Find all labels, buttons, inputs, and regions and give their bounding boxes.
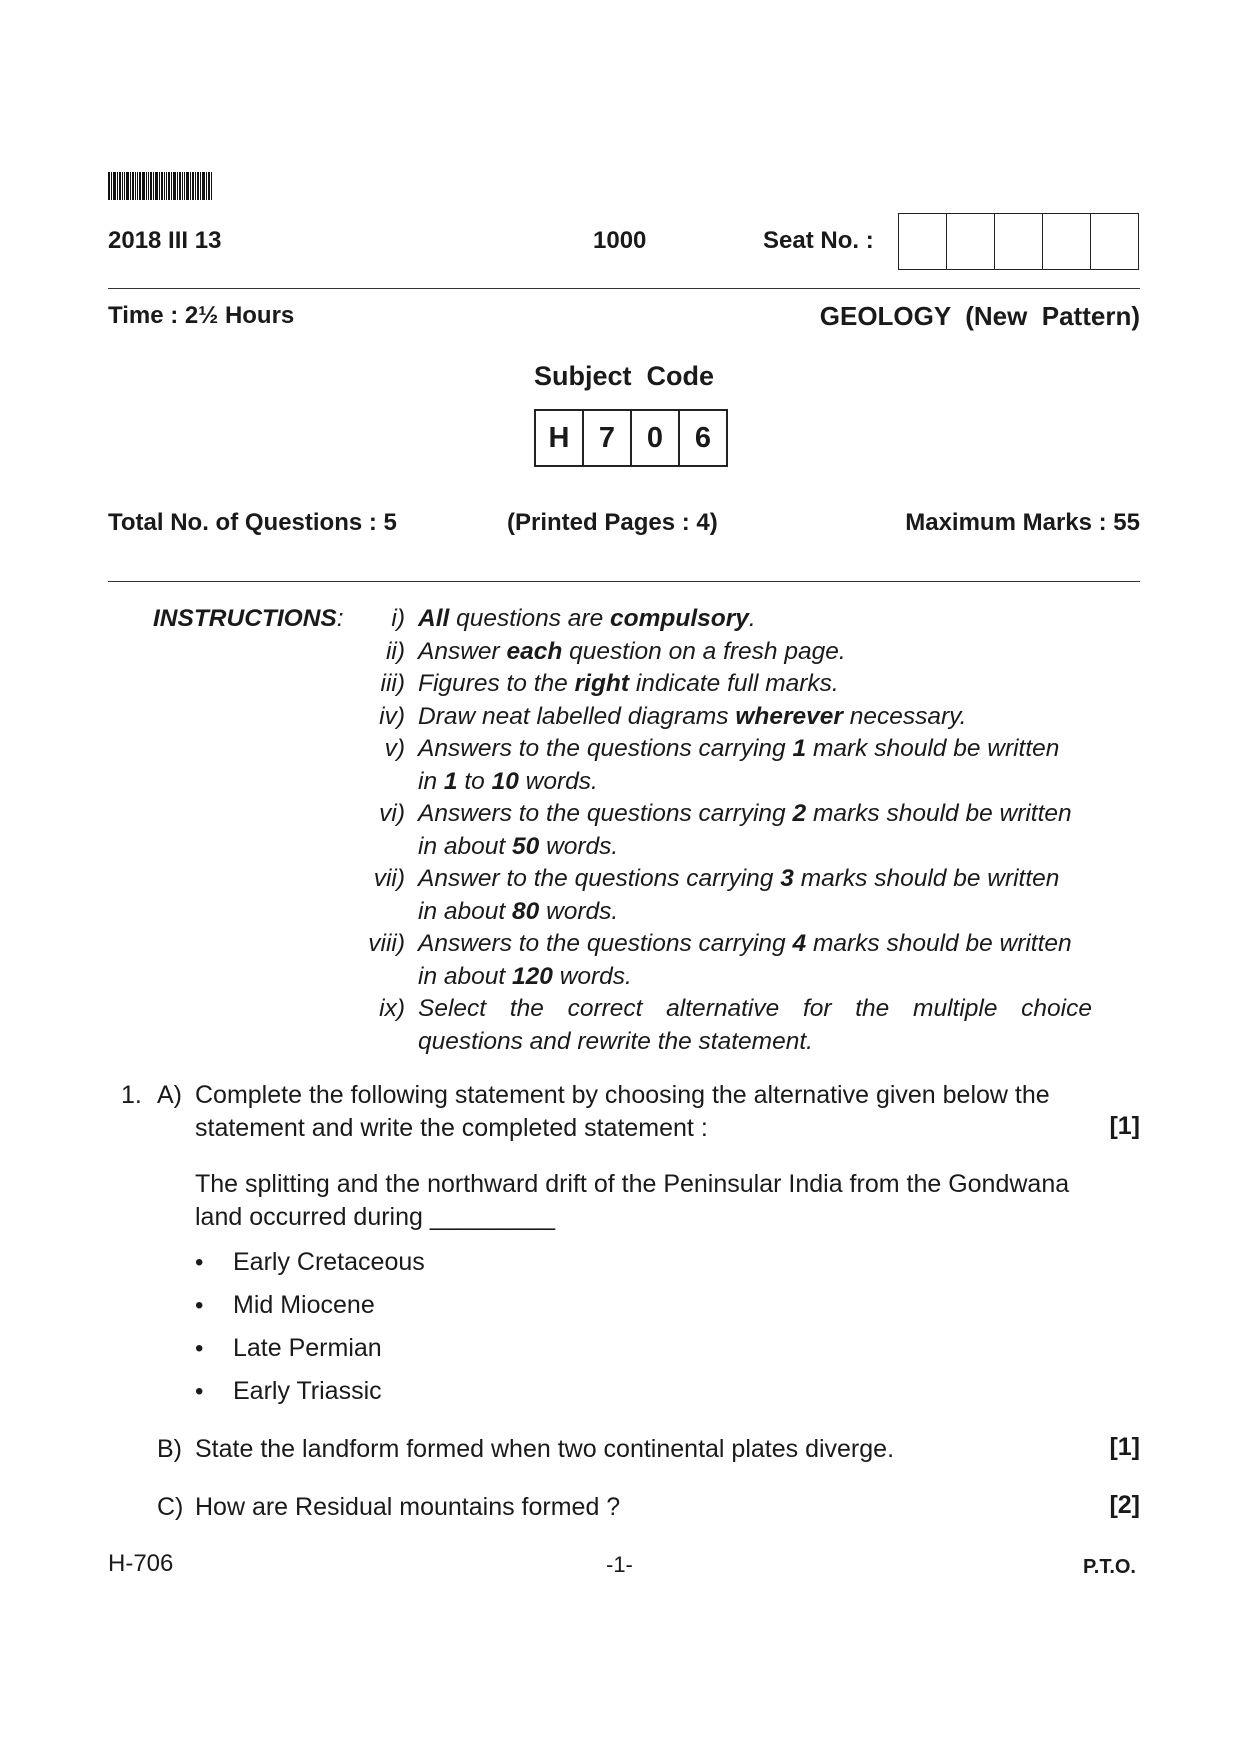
- list-item: • Early Triassic: [195, 1377, 382, 1405]
- instruction-9: Select the correct alternative for the multiple choice questions and rewrite the statement.: [418, 995, 1092, 1055]
- instructions-heading: INSTRUCTIONS: [153, 605, 337, 632]
- instruction-number: ii): [385, 638, 405, 665]
- list-item: • Early Cretaceous: [195, 1248, 425, 1276]
- option-list: [195, 1245, 425, 1417]
- seat-box: [899, 214, 946, 269]
- sub-question-label: B): [157, 1435, 182, 1463]
- barcode: [108, 172, 248, 200]
- question-1a-text: Complete the following statement by choosing the alternative given below the statement and write the completed statement :: [195, 1081, 1050, 1142]
- instruction-number: viii): [368, 930, 405, 957]
- question-1c-text: How are Residual mountains formed ?: [195, 1493, 621, 1521]
- instruction-number: vii): [373, 865, 405, 892]
- instructions-colon: :: [336, 605, 344, 632]
- code-box: H: [548, 421, 570, 454]
- instruction-number: i): [391, 605, 405, 632]
- code-box: 7: [582, 411, 630, 465]
- code-box: 0: [630, 411, 678, 465]
- instruction-5: Answers to the questions carrying 1 mark should be written in 1 to 10 words.: [418, 735, 1060, 795]
- instruction-number: vi): [379, 800, 405, 827]
- divider: [108, 288, 1140, 289]
- marks: [2]: [1109, 1491, 1140, 1519]
- instruction-number: ix): [379, 995, 405, 1022]
- printed-pages: (Printed Pages : 4): [507, 509, 718, 536]
- maximum-marks: Maximum Marks : 55: [905, 509, 1140, 536]
- page-number: -1-: [606, 1552, 633, 1577]
- total-questions: Total No. of Questions : 5: [108, 509, 397, 536]
- question-1b-text: State the landform formed when two continental plates diverge.: [195, 1435, 895, 1463]
- subject-title: GEOLOGY (New Pattern): [819, 301, 1140, 331]
- subject-code-boxes: [534, 409, 728, 467]
- subject-code-label: Subject Code: [534, 361, 715, 391]
- sub-question-label: A): [157, 1081, 182, 1109]
- instruction-2: Answer each question on a fresh page.: [418, 638, 846, 665]
- marks: [1]: [1109, 1112, 1140, 1140]
- question-1a-stem: The splitting and the northward drift of the Peninsular India from the Gondwana land occurred during _________: [195, 1170, 1070, 1231]
- instruction-number: v): [384, 735, 405, 762]
- seat-box: [946, 214, 994, 269]
- seat-box: [1042, 214, 1090, 269]
- exam-code: 2018 III 13: [108, 227, 222, 254]
- list-item: • Late Permian: [195, 1334, 382, 1362]
- instruction-7: Answer to the questions carrying 3 marks should be written in about 80 words.: [418, 865, 1060, 925]
- instruction-4: Draw neat labelled diagrams wherever necessary.: [418, 703, 967, 730]
- time-allowed: Time : 2½ Hours: [108, 302, 295, 329]
- instruction-6: Answers to the questions carrying 2 marks should be written in about 50 words.: [418, 800, 1072, 860]
- instruction-number: iii): [380, 670, 405, 697]
- code-box: 6: [678, 411, 726, 465]
- footer-code: H-706: [108, 1550, 174, 1577]
- list-item: • Mid Miocene: [195, 1291, 375, 1319]
- instruction-1: All questions are compulsory.: [418, 605, 756, 632]
- instruction-3: Figures to the right indicate full marks.: [418, 670, 839, 697]
- sub-question-label: C): [157, 1493, 184, 1521]
- pto-label: P.T.O.: [1083, 1556, 1136, 1578]
- seat-number-boxes: [898, 213, 1139, 270]
- marks: [1]: [1109, 1433, 1140, 1461]
- copy-count: 1000: [593, 227, 647, 254]
- question-number: 1.: [121, 1081, 142, 1109]
- divider: [108, 581, 1140, 582]
- instruction-number: iv): [379, 703, 405, 730]
- instruction-8: Answers to the questions carrying 4 marks should be written in about 120 words.: [418, 930, 1072, 990]
- seat-box: [994, 214, 1042, 269]
- seat-box: [1090, 214, 1138, 269]
- seat-label: Seat No. :: [763, 227, 874, 254]
